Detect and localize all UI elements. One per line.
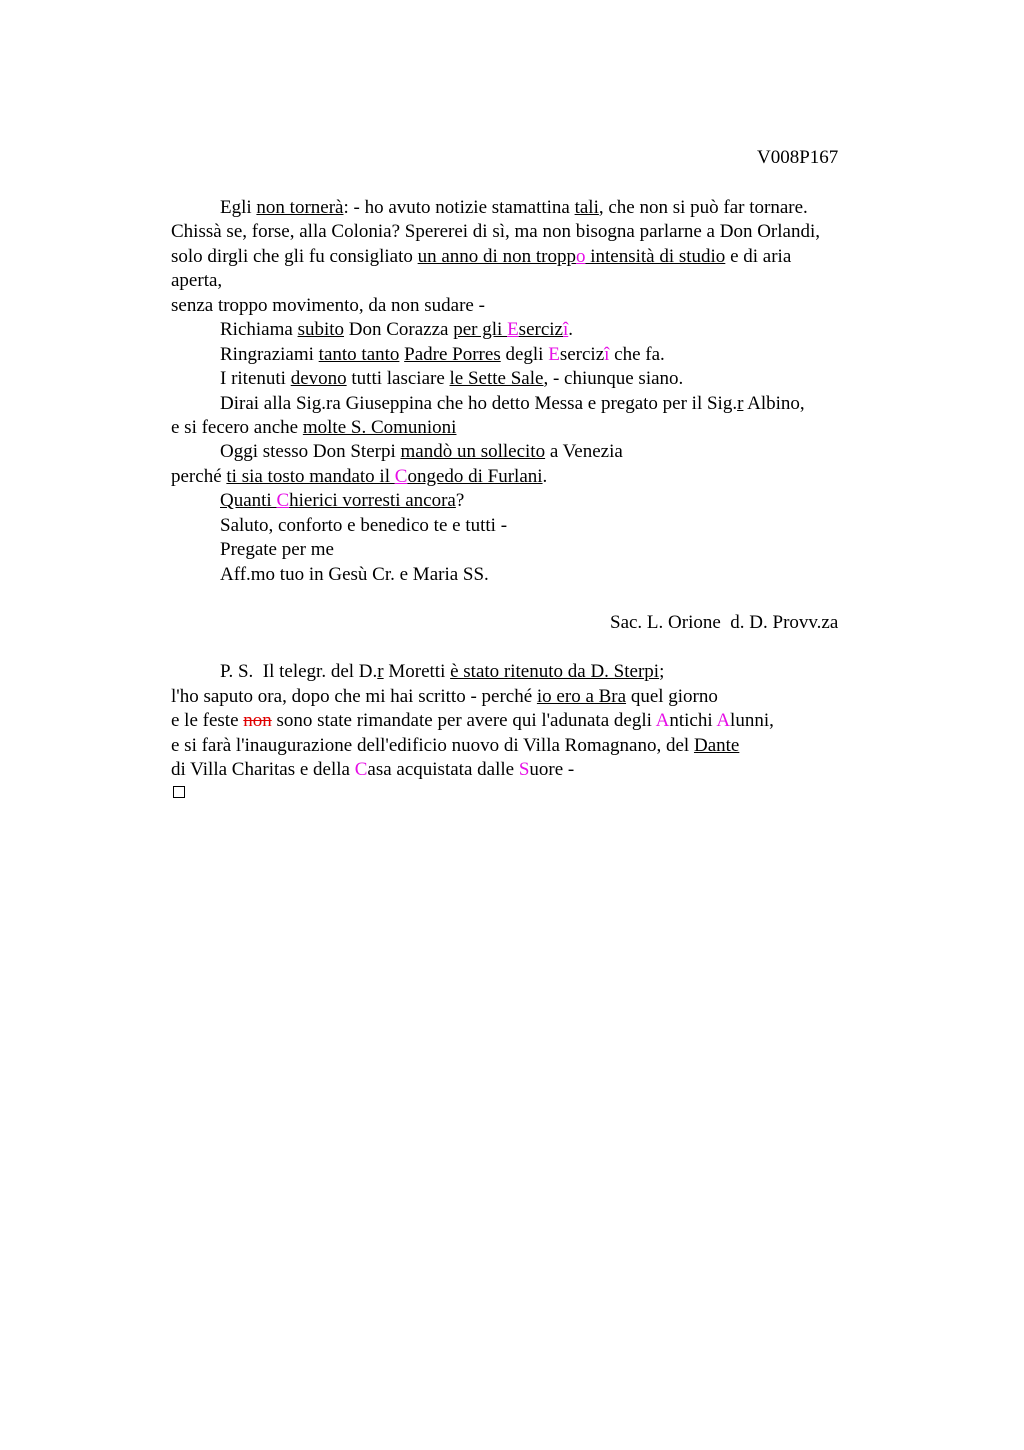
body-line — [220, 343, 665, 367]
text-segment: senza troppo movimento, da non sudare - — [171, 295, 485, 316]
text-segment: Aff.mo tuo in Gesù Cr. e Maria SS. — [220, 564, 489, 585]
text-segment: aperta, — [171, 270, 223, 291]
ps-line — [171, 758, 574, 782]
highlighted-letter: C — [354, 759, 368, 780]
text-segment: hierici vorresti ancora — [289, 490, 456, 511]
text-segment: e le feste — [171, 710, 244, 731]
text-segment: Saluto, conforto e benedico te e tutti - — [220, 515, 508, 536]
text-segment: ? — [455, 490, 465, 511]
text-segment: Pregate per me — [220, 539, 334, 560]
text-segment: ntichi — [669, 710, 717, 731]
text-segment: Moretti — [383, 661, 451, 682]
text-segment: e si fecero anche — [171, 417, 303, 438]
page-reference: V008P167 — [757, 147, 839, 168]
text-segment: e si farà l'inaugurazione dell'edificio nuovo di Villa Romagnano, del — [171, 735, 694, 756]
body-line — [171, 245, 791, 269]
text-segment: tali — [574, 197, 599, 218]
text-segment: Don Corazza — [344, 319, 454, 340]
text-segment: ongedo di Furlani — [407, 466, 543, 487]
highlighted-letter: S — [518, 759, 530, 780]
text-segment: di Villa Charitas e della — [171, 759, 355, 780]
highlighted-letter: A — [655, 710, 670, 731]
text-segment: , che non si può far tornare. — [598, 197, 808, 218]
text-segment: . — [542, 466, 548, 487]
text-segment: Egli — [220, 197, 257, 218]
text-segment: a Venezia — [545, 441, 623, 462]
highlighted-letter: o — [575, 246, 586, 267]
text-segment: Dante — [693, 735, 740, 756]
text-segment: solo dirgli che gli fu consigliato — [171, 246, 418, 267]
text-segment: sono state rimandate per avere qui l'adunata degli — [271, 710, 656, 731]
text-segment: tutti lasciare — [346, 368, 450, 389]
text-segment: P. S. Il telegr. del D. — [220, 661, 378, 682]
text-segment: Oggi stesso Don Sterpi — [220, 441, 401, 462]
text-segment: Chissà se, forse, alla Colonia? Spererei di sì, ma non bisogna parlarne a Don Orlandi, — [171, 221, 820, 242]
highlighted-letter: î — [562, 319, 569, 340]
text-segment: ti sia tosto mandato il — [226, 466, 395, 487]
text-segment: un anno di non tropp — [417, 246, 576, 267]
text-segment: l'ho saputo ora, dopo che mi hai scritto - perché — [171, 686, 537, 707]
text-segment: quel giorno — [626, 686, 718, 707]
body-line — [220, 514, 507, 538]
text-segment: Padre Porres — [404, 344, 501, 365]
text-segment: Albino, — [743, 393, 805, 414]
text-segment: , - chiunque siano. — [543, 368, 684, 389]
body-line — [220, 538, 334, 562]
text-segment: per gli — [453, 319, 508, 340]
end-marker-box-icon — [173, 786, 185, 798]
ps-line — [171, 685, 718, 709]
ps-line — [171, 734, 739, 758]
ps-line — [171, 709, 774, 733]
body-line — [171, 294, 485, 318]
text-segment: intensità di studio — [585, 246, 726, 267]
highlighted-letter: C — [276, 490, 290, 511]
text-segment: lunni, — [730, 710, 774, 731]
text-segment: tanto tanto — [318, 344, 400, 365]
text-segment: Ringraziami — [220, 344, 319, 365]
body-line — [171, 269, 222, 293]
body-line — [171, 220, 820, 244]
text-segment: io ero a Bra — [536, 686, 627, 707]
text-segment: r — [737, 393, 744, 414]
body-line — [171, 416, 456, 440]
text-segment: : - ho avuto notizie stamattina — [343, 197, 575, 218]
highlighted-letter: E — [548, 344, 560, 365]
text-segment: devono — [290, 368, 347, 389]
text-segment: è stato ritenuto da D. Sterpi — [450, 661, 660, 682]
text-segment: le Sette Sale — [449, 368, 544, 389]
text-segment: perché — [171, 466, 227, 487]
body-line — [220, 440, 623, 464]
highlighted-letter: C — [394, 466, 408, 487]
body-line — [220, 367, 683, 391]
text-segment: serciz — [559, 344, 605, 365]
text-segment: non tornerà — [256, 197, 344, 218]
body-line — [220, 489, 464, 513]
text-segment: che fa. — [609, 344, 665, 365]
text-segment: serciz — [518, 319, 563, 340]
text-segment: I ritenuti — [220, 368, 291, 389]
text-segment: subito — [297, 319, 345, 340]
highlighted-letter: E — [507, 319, 519, 340]
text-segment: asa acquistata dalle — [367, 759, 519, 780]
text-segment: uore - — [529, 759, 575, 780]
body-line — [171, 465, 547, 489]
text-segment: molte S. Comunioni — [302, 417, 457, 438]
text-segment: . — [568, 319, 574, 340]
highlighted-letter: A — [716, 710, 731, 731]
highlighted-letter: î — [604, 344, 610, 365]
text-segment: mandò un sollecito — [400, 441, 546, 462]
text-segment: Dirai alla Sig.ra Giuseppina che ho detto Messa e pregato per il Sig. — [220, 393, 738, 414]
body-line — [220, 196, 808, 220]
body-line — [220, 563, 489, 587]
body-line — [220, 318, 573, 342]
text-segment: ; — [659, 661, 665, 682]
text-segment: e di aria — [725, 246, 792, 267]
text-segment: degli — [500, 344, 549, 365]
text-segment: r — [377, 661, 384, 682]
body-line — [220, 392, 805, 416]
text-segment: Quanti — [220, 490, 277, 511]
ps-line — [220, 660, 664, 684]
struck-text: non — [243, 710, 272, 731]
text-segment: Richiama — [220, 319, 298, 340]
signature: Sac. L. Orione d. D. Provv.za — [610, 612, 839, 633]
